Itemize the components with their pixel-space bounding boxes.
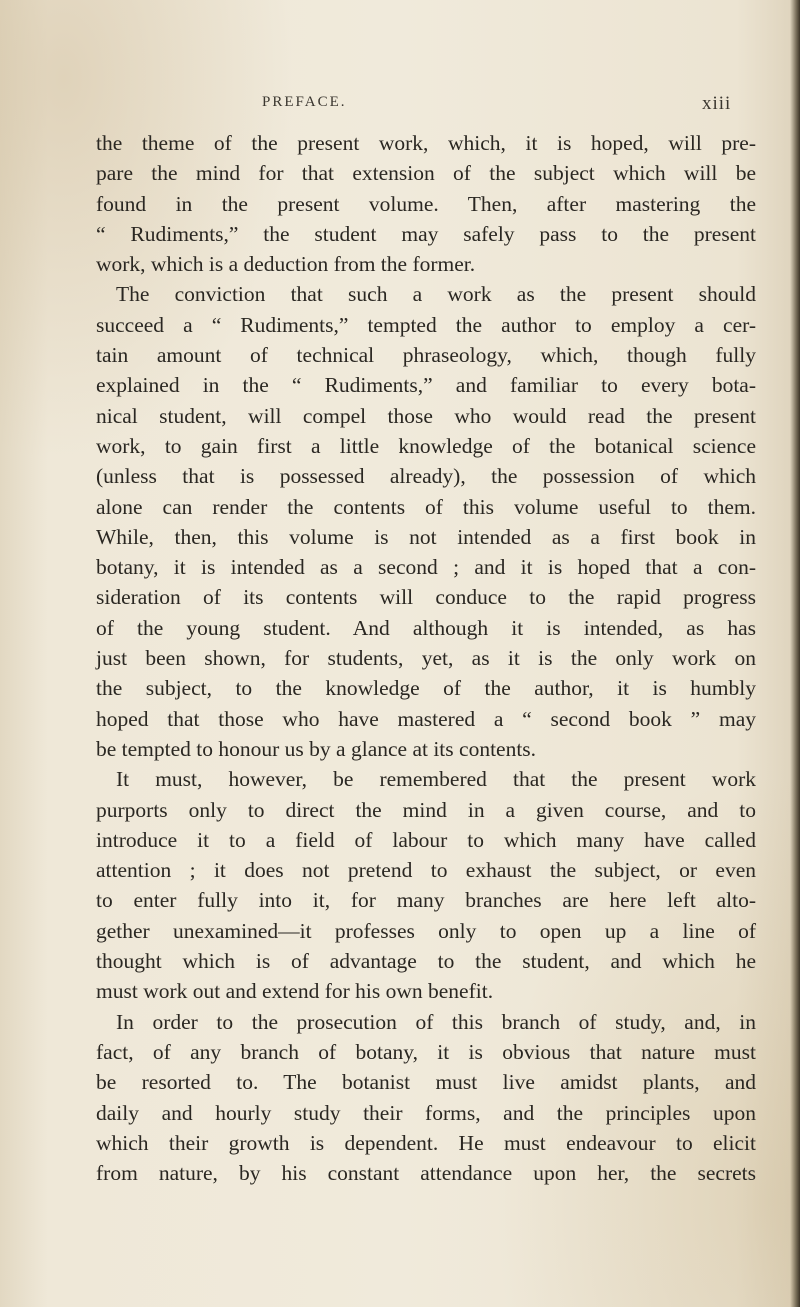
text-line: sideration of its contents will conduce to the rapid progress bbox=[96, 585, 756, 610]
page-header bbox=[0, 94, 800, 124]
running-head: PREFACE. bbox=[262, 94, 347, 110]
text-line: pare the mind for that extension of the subject which will be bbox=[96, 161, 756, 186]
text-line: gether unexamined—it professes only to open up a line of bbox=[96, 918, 756, 943]
text-line: the theme of the present work, which, it is hoped, will pre- bbox=[96, 131, 756, 155]
text-line: daily and hourly study their forms, and the principles upon bbox=[96, 1100, 756, 1125]
text-line: introduce it to a field of labour to which many have called bbox=[96, 827, 756, 852]
text-line: just been shown, for students, yet, as it is the only work on bbox=[96, 646, 756, 671]
text-line: The conviction that such a work as the present should bbox=[116, 282, 756, 307]
text-line: thought which is of advantage to the student, and which he bbox=[96, 949, 756, 974]
text-line: tain amount of technical phraseology, which, though fully bbox=[96, 343, 756, 368]
text-line: found in the present volume. Then, after mastering the bbox=[96, 191, 756, 216]
text-line: work, which is a deduction from the former. bbox=[96, 252, 476, 277]
text-line: the subject, to the knowledge of the author, it is humbly bbox=[96, 676, 756, 701]
text-line: be resorted to. The botanist must live amidst plants, and bbox=[96, 1070, 756, 1095]
text-line: While, then, this volume is not intended as a first book in bbox=[96, 524, 756, 549]
text-line: botany, it is intended as a second ; and it is hoped that a con- bbox=[96, 555, 756, 580]
text-line: nical student, will compel those who would read the present bbox=[96, 403, 756, 428]
text-line: In order to the prosecution of this branch of study, and, in bbox=[116, 1009, 756, 1034]
text-line: (unless that is possessed already), the possession of which bbox=[96, 464, 756, 489]
text-line: which their growth is dependent. He must endeavour to elicit bbox=[96, 1130, 756, 1155]
page-edge-shadow bbox=[790, 0, 800, 1307]
text-line: from nature, by his constant attendance upon her, the secrets bbox=[96, 1161, 756, 1186]
text-line: attention ; it does not pretend to exhaust the subject, or even bbox=[96, 858, 756, 883]
text-line: explained in the “ Rudiments,” and familiar to every bota- bbox=[96, 373, 756, 398]
text-line: purports only to direct the mind in a given course, and to bbox=[96, 797, 756, 822]
page-number: xiii bbox=[702, 93, 732, 114]
body-text bbox=[96, 128, 756, 1188]
text-line: to enter fully into it, for many branches are here left alto- bbox=[96, 888, 756, 913]
text-line: “ Rudiments,” the student may safely pass to the present bbox=[96, 221, 756, 246]
text-line: must work out and extend for his own benefit. bbox=[96, 979, 494, 1004]
text-line: fact, of any branch of botany, it is obvious that nature must bbox=[96, 1039, 756, 1064]
text-line: succeed a “ Rudiments,” tempted the author to employ a cer- bbox=[96, 312, 756, 337]
text-line: of the young student. And although it is intended, as has bbox=[96, 615, 756, 640]
text-line: It must, however, be remembered that the present work bbox=[116, 767, 756, 792]
text-line: be tempted to honour us by a glance at its contents. bbox=[96, 736, 537, 761]
text-line: hoped that those who have mastered a “ second book ” may bbox=[96, 706, 756, 731]
text-line: alone can render the contents of this volume useful to them. bbox=[96, 494, 756, 519]
text-line: work, to gain first a little knowledge of the botanical science bbox=[96, 433, 756, 458]
